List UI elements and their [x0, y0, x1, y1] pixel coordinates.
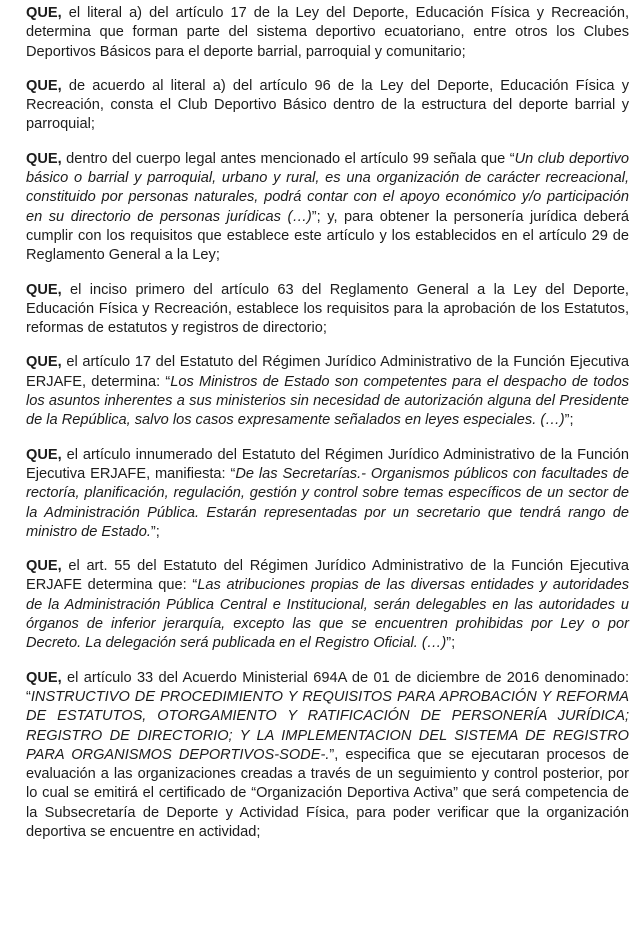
que-keyword: QUE,: [26, 446, 62, 463]
paragraph-que-2: [26, 77, 629, 135]
paragraph-text: ”;: [150, 523, 160, 540]
paragraph-que-4: [26, 281, 629, 339]
paragraph-que-7: [26, 557, 629, 653]
paragraph-que-8: [26, 669, 629, 843]
paragraph-text: ”;: [446, 635, 456, 652]
paragraph-text: dentro del cuerpo legal antes mencionado el artículo 99 señala que “: [61, 150, 515, 167]
paragraph-text: el artículo innumerado del Estatuto del Régimen Jurídico Administrativo de la Función Ejecutiva ERJAFE, manifiesta: “: [26, 446, 629, 482]
paragraph-que-3: [26, 150, 629, 266]
quoted-text: Los Ministros de Estado son competentes para el despacho de todos los asuntos inherentes a sus ministerios sin necesidad de autorización alguna del Presidente de la República, salvo los casos expresamente señalados en leyes especiales. (…): [26, 373, 629, 429]
paragraph-text: el art. 55 del Estatuto del Régimen Jurídico Administrativo de la Función Ejecutiva ERJAFE determina que: “: [26, 558, 629, 594]
paragraph-text: ”, especifica que se ejecutaran procesos de evaluación a las organizaciones creadas a través de un seguimiento y control posterior, por lo cual se emitirá el certificado de “Organización Deportiva Activa” que será competencia de la Subsecretaría de Deporte y Actividad Física, para poder verificar que la organización deportiva se encuentre en actividad;: [26, 746, 630, 840]
que-keyword: QUE,: [26, 558, 62, 575]
paragraph-text: el artículo 33 del Acuerdo Ministerial 694A de 01 de diciembre de 2016 denominado: “: [26, 669, 629, 705]
paragraph-text: el inciso primero del artículo 63 del Reglamento General a la Ley del Deporte, Educación Física y Recreación, establece los requisitos para la aprobación de los Estatutos, reformas de estatutos y registros de directorio;: [26, 281, 629, 337]
que-keyword: QUE,: [26, 281, 62, 298]
quoted-text: De las Secretarías.- Organismos públicos con facultades de rectoría, planificación, regulación, gestión y control sobre temas específicos de un sector de la Administración Pública. Estarán representadas por un secretario que tendrá rango de ministro de Estado.: [26, 465, 629, 540]
que-keyword: QUE,: [26, 150, 62, 167]
paragraph-que-5: [26, 353, 629, 430]
paragraph-que-1: [26, 4, 629, 62]
paragraph-text: el artículo 17 del Estatuto del Régimen Jurídico Administrativo de la Función Ejecutiva ERJAFE, determina: “: [26, 354, 629, 390]
paragraph-text: de acuerdo al literal a) del artículo 96 de la Ley del Deporte, Educación Física y Recreación, consta el Club Deportivo Básico dentro de la estructura del deporte barrial y parroquial;: [26, 77, 629, 133]
paragraph-text: ”; y, para obtener la personería jurídica deberá cumplir con los requisitos que establece este artículo y los establecidos en el artículo 29 de Reglamento General a la Ley;: [26, 208, 629, 264]
paragraph-que-6: [26, 446, 629, 542]
que-keyword: QUE,: [26, 354, 62, 371]
paragraph-text: ”;: [564, 412, 574, 429]
paragraph-text: el literal a) del artículo 17 de la Ley del Deporte, Educación Física y Recreación, determina que forman parte del sistema deportivo ecuatoriano, entre otros los Clubes Deportivos Básicos para el deporte barrial, parroquial y comunitario;: [26, 5, 629, 60]
quoted-text: Un club deportivo básico o barrial y parroquial, urbano y rural, es una organización de carácter recreacional, constituido por personas naturales, podrá contar con el apoyo económico y/o participación en su directorio de personas jurídicas (…): [26, 150, 629, 225]
que-keyword: QUE,: [26, 77, 62, 94]
quoted-text: INSTRUCTIVO DE PROCEDIMIENTO Y REQUISITOS PARA APROBACIÓN Y REFORMA DE ESTATUTOS, OTORGAMIENTO Y RATIFICACIÓN DE PERSONERÍA JURÍDICA; REGISTRO DE DIRECTORIO; Y LA IMPLEMENTACION DEL SISTEMA DE REGISTRO PARA ORGANISMOS DEPORTIVOS-SODE-.: [26, 688, 629, 763]
quoted-text: Las atribuciones propias de las diversas entidades y autoridades de la Administración Pública Central e Institucional, serán delegables en las autoridades u órganos de inferior jerarquía, excepto las que se encuentren prohibidas por Ley o por Decreto. La delegación será publicada en el Registro Oficial. (…): [26, 577, 629, 652]
que-keyword: QUE,: [26, 669, 62, 686]
que-keyword: QUE,: [26, 5, 62, 21]
